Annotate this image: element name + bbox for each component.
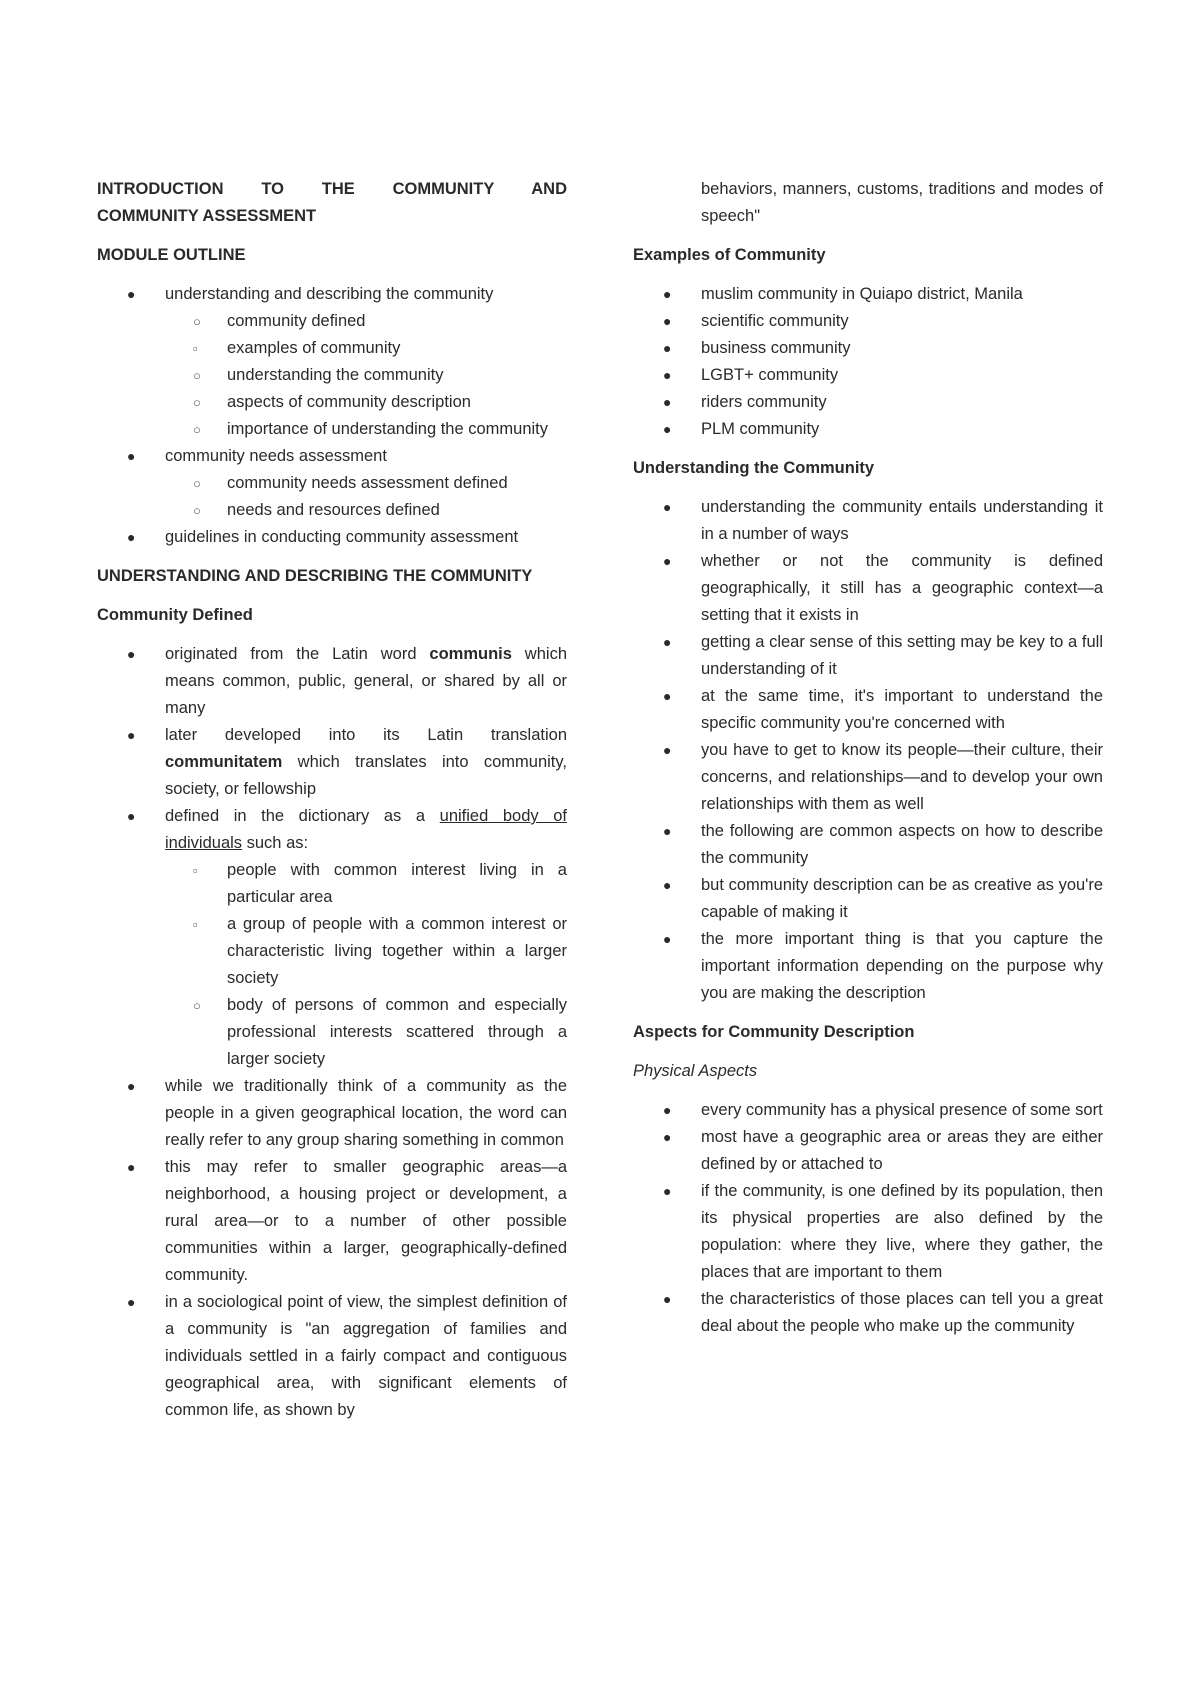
list-item: ● most have a geographic area or areas they are either defined by or attached to (633, 1124, 1103, 1178)
list-item: ● muslim community in Quiapo district, Manila (633, 281, 1103, 308)
outline-item: ● understanding and describing the community ○ community defined ▫ examples of community ○ understanding the community ○ aspects of community description ○ importance of understanding the community (97, 281, 567, 443)
outline-sublist (165, 308, 567, 443)
list-item: ● the characteristics of those places can tell you a great deal about the people who make up the community (633, 1286, 1103, 1340)
list-item: ● PLM community (633, 416, 1103, 443)
list-item: ● business community (633, 335, 1103, 362)
right-column (633, 176, 1103, 1340)
outline-subitem: ○ needs and resources defined (159, 497, 567, 524)
list-item: ● you have to get to know its people—their culture, their concerns, and relationships—and to develop your own relationships with them as well (633, 737, 1103, 818)
continued-list (633, 176, 1103, 230)
bullet-icon: ● (663, 421, 672, 437)
list-item: ● getting a clear sense of this setting may be key to a full understanding of it (633, 629, 1103, 683)
definition-sublist (165, 857, 567, 1073)
list-item: ● the more important thing is that you capture the important information depending on the purpose why you are making the description (633, 926, 1103, 1007)
bullet-icon: ● (663, 394, 672, 410)
physical-aspects-list (633, 1097, 1103, 1340)
bullet-icon: ● (127, 448, 136, 464)
bullet-icon: ● (663, 1291, 672, 1307)
list-item: ● but community description can be as creative as you're capable of making it (633, 872, 1103, 926)
hollow-bullet-icon: ○ (193, 395, 201, 410)
outline-item: ● community needs assessment ○ community needs assessment defined ○ needs and resources defined (97, 443, 567, 524)
square-bullet-icon: ▫ (193, 863, 198, 878)
bullet-icon: ● (127, 529, 136, 545)
understanding-heading: Understanding the Community (633, 459, 875, 477)
bullet-icon: ● (663, 313, 672, 329)
hollow-bullet-icon: ○ (193, 422, 201, 437)
physical-aspects-subheading: Physical Aspects (633, 1062, 758, 1080)
list-item: ● while we traditionally think of a community as the people in a given geographical location, the word can really refer to any group sharing something in common (97, 1073, 567, 1154)
outline-subitem: ○ community defined (159, 308, 567, 335)
bullet-icon: ● (127, 727, 136, 743)
bullet-icon: ● (663, 634, 672, 650)
bullet-icon: ● (663, 1102, 672, 1118)
bullet-icon: ● (663, 877, 672, 893)
list-item: ● the following are common aspects on how to describe the community (633, 818, 1103, 872)
list-item: ● at the same time, it's important to understand the specific community you're concerned with (633, 683, 1103, 737)
outline-subitem: ▫ examples of community (159, 335, 567, 362)
bullet-icon: ● (127, 1078, 136, 1094)
square-bullet-icon: ▫ (193, 917, 198, 932)
latin-term: communis (429, 645, 512, 663)
bullet-icon: ● (663, 286, 672, 302)
bullet-icon: ● (127, 1294, 136, 1310)
bullet-icon: ● (663, 1129, 672, 1145)
left-column (97, 176, 567, 1424)
list-item: ● originated from the Latin word communis which means common, public, general, or shared by all or many (97, 641, 567, 722)
understanding-list (633, 494, 1103, 1007)
list-item: ● if the community, is one defined by its population, then its physical properties are also defined by the population: where they live, where they gather, the places that are important to them (633, 1178, 1103, 1286)
community-defined-list (97, 641, 567, 1424)
hollow-bullet-icon: ○ (193, 314, 201, 329)
list-item-continued: behaviors, manners, customs, traditions and modes of speech" (701, 180, 1103, 225)
latin-term: communitatem (165, 753, 283, 771)
section-heading: UNDERSTANDING AND DESCRIBING THE COMMUNITY (97, 567, 533, 585)
list-item: ● whether or not the community is defined geographically, it still has a geographic context—a setting that it exists in (633, 548, 1103, 629)
hollow-bullet-icon: ○ (193, 476, 201, 491)
examples-heading: Examples of Community (633, 246, 826, 264)
square-bullet-icon: ▫ (193, 341, 198, 356)
outline-subitem: ○ aspects of community description (159, 389, 567, 416)
module-outline-list (97, 281, 567, 551)
list-item: ● scientific community (633, 308, 1103, 335)
title-line-2: COMMUNITY ASSESSMENT (97, 207, 317, 225)
outline-subitem: ○ understanding the community (159, 362, 567, 389)
bullet-icon: ● (127, 1159, 136, 1175)
aspects-heading: Aspects for Community Description (633, 1023, 915, 1041)
outline-subitem: ○ importance of understanding the community (159, 416, 567, 443)
bullet-icon: ● (127, 646, 136, 662)
bullet-icon: ● (663, 499, 672, 515)
hollow-bullet-icon: ○ (193, 503, 201, 518)
list-subitem: ▫ a group of people with a common interest or characteristic living together within a larger society (159, 911, 567, 992)
bullet-icon: ● (663, 340, 672, 356)
bullet-icon: ● (663, 823, 672, 839)
hollow-bullet-icon: ○ (193, 998, 201, 1013)
community-defined-heading: Community Defined (97, 606, 253, 624)
list-item: ● every community has a physical presence of some sort (633, 1097, 1103, 1124)
outline-subitem: ○ community needs assessment defined (159, 470, 567, 497)
module-outline-heading: MODULE OUTLINE (97, 246, 246, 264)
bullet-icon: ● (663, 688, 672, 704)
outline-item: ● guidelines in conducting community assessment (97, 524, 567, 551)
bullet-icon: ● (663, 1183, 672, 1199)
bullet-icon: ● (663, 742, 672, 758)
examples-list (633, 281, 1103, 443)
bullet-icon: ● (127, 286, 136, 302)
list-item: ● riders community (633, 389, 1103, 416)
list-item: ● in a sociological point of view, the simplest definition of a community is "an aggregation of families and individuals settled in a fairly compact and contiguous geographical area, with significant elements of common life, as shown by (97, 1289, 567, 1424)
bullet-icon: ● (663, 553, 672, 569)
list-item: ● defined in the dictionary as a unified body of individuals such as: ▫ people with common interest living in a particular area ▫ a group of people with a common interest or characteristic living together within a larger society ○ body of persons of common and especially professional interests scattered through a larger society (97, 803, 567, 1073)
bullet-icon: ● (663, 931, 672, 947)
outline-sublist (165, 470, 567, 524)
list-subitem: ○ body of persons of common and especially professional interests scattered through a larger society (159, 992, 567, 1073)
document-title (97, 176, 567, 230)
list-item: ● later developed into its Latin translation communitatem which translates into community, society, or fellowship (97, 722, 567, 803)
bullet-icon: ● (663, 367, 672, 383)
bullet-icon: ● (127, 808, 136, 824)
list-item: ● understanding the community entails understanding it in a number of ways (633, 494, 1103, 548)
list-item: ● LGBT+ community (633, 362, 1103, 389)
underlined-term: unified body of individuals (165, 807, 567, 852)
list-subitem: ▫ people with common interest living in a particular area (159, 857, 567, 911)
list-item: ● this may refer to smaller geographic areas—a neighborhood, a housing project or development, a rural area—or to a number of other possible communities within a larger, geographically-defined community. (97, 1154, 567, 1289)
title-line-1: INTRODUCTION TO THE COMMUNITY AND (97, 180, 567, 198)
hollow-bullet-icon: ○ (193, 368, 201, 383)
